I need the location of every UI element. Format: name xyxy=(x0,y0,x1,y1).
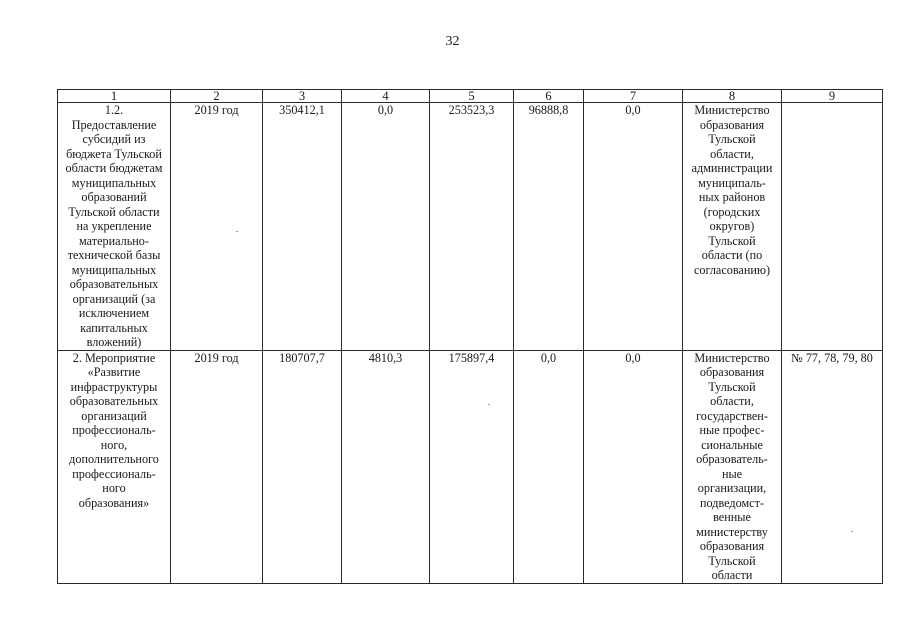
column-header: 7 xyxy=(584,90,683,103)
column-header: 6 xyxy=(514,90,584,103)
budget-table xyxy=(57,89,883,584)
year-cell: 2019 год xyxy=(171,350,263,583)
col6-cell: 96888,8 xyxy=(514,103,584,351)
col7-cell: 0,0 xyxy=(584,350,683,583)
column-header: 9 xyxy=(782,90,883,103)
table-header-row xyxy=(58,90,883,103)
scan-speck xyxy=(488,404,490,405)
indicators-cell: № 77, 78, 79, 80 xyxy=(782,350,883,583)
total-cell: 180707,7 xyxy=(263,350,342,583)
description-cell xyxy=(58,103,171,351)
column-header: 3 xyxy=(263,90,342,103)
col5-cell: 175897,4 xyxy=(430,350,514,583)
col4-cell: 4810,3 xyxy=(342,350,430,583)
column-header: 5 xyxy=(430,90,514,103)
executor-cell xyxy=(683,103,782,351)
executor-text: Министерство образования Тульской области, государствен- ные профес- сиональные образователь- ные организации, подведомст- венные министерству образования Тульской области xyxy=(694,350,770,582)
executor-text: Министерство образования Тульской области, администрации муниципаль- ных районов (городских округов) Тульской области (по согласованию) xyxy=(691,103,773,277)
column-header: 4 xyxy=(342,90,430,103)
total-cell: 350412,1 xyxy=(263,103,342,351)
page-number: 32 xyxy=(445,34,460,49)
col6-cell: 0,0 xyxy=(514,350,584,583)
description-text: 1.2. Предоставление субсидий из бюджета Тульской области бюджетам муниципальных образований Тульской области на укрепление материально- технической базы муниципальных образовательных организаций (за исключением капитальных вложений) xyxy=(65,103,163,349)
scan-speck xyxy=(236,231,238,232)
column-header: 1 xyxy=(58,90,171,103)
executor-cell xyxy=(683,350,782,583)
year-cell: 2019 год xyxy=(171,103,263,351)
column-header: 8 xyxy=(683,90,782,103)
indicators-cell xyxy=(782,103,883,351)
column-header: 2 xyxy=(171,90,263,103)
col7-cell: 0,0 xyxy=(584,103,683,351)
description-text: 2. Мероприятие «Развитие инфраструктуры образовательных организаций профессиональ- ного, дополнительного профессиональ- ного образования» xyxy=(69,350,159,510)
table-row xyxy=(58,103,883,351)
col4-cell: 0,0 xyxy=(342,103,430,351)
col5-cell: 253523,3 xyxy=(430,103,514,351)
table-row xyxy=(58,350,883,583)
scan-speck xyxy=(851,531,853,532)
description-cell xyxy=(58,350,171,583)
